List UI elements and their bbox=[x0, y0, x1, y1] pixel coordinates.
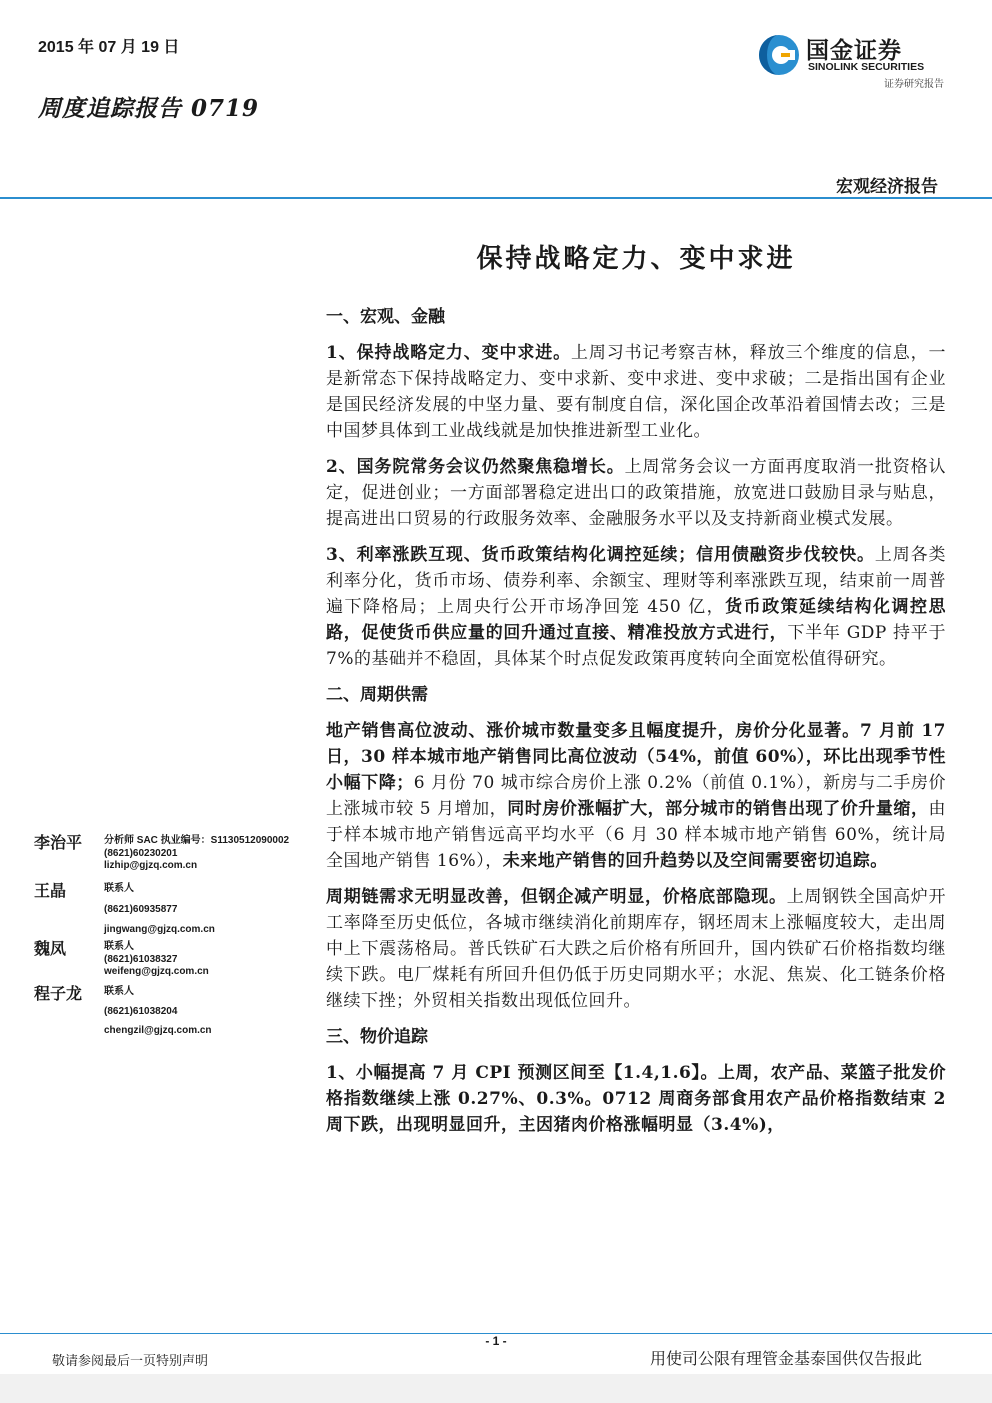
paragraph-text: 上周习书记考察吉林，释放三个维度的信息，一是新常态下保持战略定力、变中求新、变中求进、变中求破；二是指出国有企业是国民经济发展的中坚力量、要有制度自信，深化国企改革沿着国情去改；三是中国梦具体到工业战线就是加快推进新型工业化。 bbox=[326, 343, 947, 441]
analyst-line: lizhip@gjzq.com.cn bbox=[104, 860, 198, 871]
report-series-name: 周度追踪报告 0719 bbox=[38, 95, 260, 122]
analyst-line: (8621)61038204 bbox=[104, 1005, 178, 1017]
analyst-info bbox=[104, 941, 209, 979]
page-number: - 1 - bbox=[485, 1334, 507, 1348]
company-logo bbox=[756, 30, 946, 90]
paragraph bbox=[326, 340, 946, 444]
logo-chinese-text: 国金证券 bbox=[806, 38, 902, 64]
analyst-spacer bbox=[104, 999, 212, 1006]
paragraph-emphasis: 同时房价涨幅扩大，部分城市的销售出现了价升量缩， bbox=[507, 799, 929, 819]
analyst-line: 分析师 SAC 执业编号：S1130512090002 bbox=[104, 835, 290, 846]
paragraph-text: 下半年 GDP 持平于 7%的基础并不稳固，具体某个时点促发政策再度转向全面宽松值得研究。 bbox=[326, 623, 946, 669]
paragraph-text: 上周各类利率分化，货币市场、债券利率、余额宝、理财等利率涨跌互现，结束前一周普遍下降格局；上周央行公开市场净回笼 450 亿， bbox=[326, 545, 947, 617]
report-date: 2015 年 07 月 19 日 bbox=[38, 39, 180, 56]
analyst-name: 李治平 bbox=[34, 833, 83, 852]
paragraph-lead: 1、保持战略定力、变中求进。 bbox=[326, 343, 572, 363]
analyst-line: 联系人 bbox=[104, 883, 134, 894]
logo-subtitle: 证券研究报告 bbox=[884, 79, 944, 90]
paragraph-text: 上周常务会议一方面再度取消一批资格认定，促进创业；一方面部署稳定进出口的政策措施，放宽进口鼓励目录与贴息，提高进出口贸易的行政服务效率、金融服务水平以及支持新商业模式发展。 bbox=[326, 457, 947, 529]
analyst-line: chengzil@gjzq.com.cn bbox=[104, 1025, 212, 1036]
analyst-info bbox=[104, 986, 212, 1038]
analyst-name: 程子龙 bbox=[34, 984, 83, 1003]
footer-usage-note: 用使司公限有理管金基泰国供仅告报此 bbox=[650, 1349, 923, 1368]
paragraph bbox=[326, 718, 946, 874]
analyst-spacer bbox=[104, 896, 215, 904]
analyst-line: jingwang@gjzq.com.cn bbox=[104, 924, 215, 935]
header-divider bbox=[0, 197, 992, 199]
paragraph-lead: 3、利率涨跌互现、货币政策结构化调控延续；信用债融资步伐较快。 bbox=[326, 545, 875, 565]
bottom-watermark-band bbox=[0, 1374, 992, 1403]
paragraph-emphasis: 货币政策延续结构化调控思路，促使货币供应量的回升通过直接、精准投放方式进行， bbox=[326, 597, 947, 643]
analyst-name: 魏凤 bbox=[34, 939, 67, 958]
analyst-line: 联系人 bbox=[104, 986, 134, 997]
report-type: 宏观经济报告 bbox=[836, 177, 938, 197]
paragraph-text: 由于样本城市地产销售远高平均水平（6 月 30 样本城市地产销售 60%，统计局全国地产销售 16%）， bbox=[326, 799, 947, 871]
logo-english-text: SINOLINK SECURITIES bbox=[808, 61, 925, 73]
analyst-info bbox=[104, 883, 215, 937]
footer-disclaimer: 敬请参阅最后一页特别声明 bbox=[52, 1354, 209, 1369]
analyst-line: 联系人 bbox=[104, 941, 134, 952]
analyst-spacer bbox=[104, 1018, 212, 1025]
paragraph-lead: 1、小幅提高 7 月 CPI 预测区间至【1.4,1.6】。上周，农产品、菜篮子批发价格指数继续上涨 0.27%、0.3%。0712 周商务部食用农产品价格指数结束 2 周下跌，出现明显回升，主因猪肉价格涨幅明显（3.4%)， bbox=[326, 1063, 946, 1135]
analyst-name: 王晶 bbox=[34, 881, 67, 900]
analyst-info bbox=[104, 835, 289, 873]
section-heading: 三、物价追踪 bbox=[326, 1027, 428, 1047]
section-heading: 一、宏观、金融 bbox=[326, 307, 445, 327]
paragraph-lead: 周期链需求无明显改善，但钢企减产明显，价格底部隐现。 bbox=[326, 887, 787, 907]
paragraph bbox=[326, 1060, 946, 1138]
analyst-spacer bbox=[104, 916, 215, 924]
analyst-line: (8621)61038327 bbox=[104, 953, 178, 965]
analyst-line: (8621)60230201 bbox=[104, 847, 178, 859]
report-body bbox=[326, 304, 946, 1148]
paragraph-lead: 2、国务院常务会议仍然聚焦稳增长。 bbox=[326, 457, 625, 477]
paragraph bbox=[326, 454, 946, 532]
main-title: 保持战略定力、变中求进 bbox=[476, 244, 796, 274]
paragraph-text: 上周钢铁全国高炉开工率降至历史低位，各城市继续消化前期库存，钢坯周末上涨幅度较大，走出周中上下震荡格局。普氏铁矿石大跌之后价格有所回升，国内铁矿石价格指数均继续下跌。电厂煤耗有所回升但仍低于历史同期水平；水泥、焦炭、化工链条价格继续下挫；外贸相关指数出现低位回升。 bbox=[326, 887, 946, 1011]
analyst-line: weifeng@gjzq.com.cn bbox=[104, 966, 209, 977]
paragraph bbox=[326, 884, 946, 1014]
paragraph bbox=[326, 542, 946, 672]
analyst-line: (8621)60935877 bbox=[104, 903, 178, 915]
paragraph-lead: 地产销售高位波动、涨价城市数量变多且幅度提升，房价分化显著。7 月前 17 日，30 样本城市地产销售同比高位波动（54%，前值 60%），环比出现季节性小幅下降； bbox=[326, 721, 946, 793]
section-heading: 二、周期供需 bbox=[326, 685, 428, 705]
paragraph-emphasis: 未来地产销售的回升趋势以及空间需要密切追踪。 bbox=[502, 851, 888, 871]
paragraph-text: 6 月份 70 城市综合房价上涨 0.2%（前值 0.1%），新房与二手房价上涨城市较 5 月增加， bbox=[326, 773, 947, 819]
logo-mark-icon bbox=[756, 32, 802, 78]
